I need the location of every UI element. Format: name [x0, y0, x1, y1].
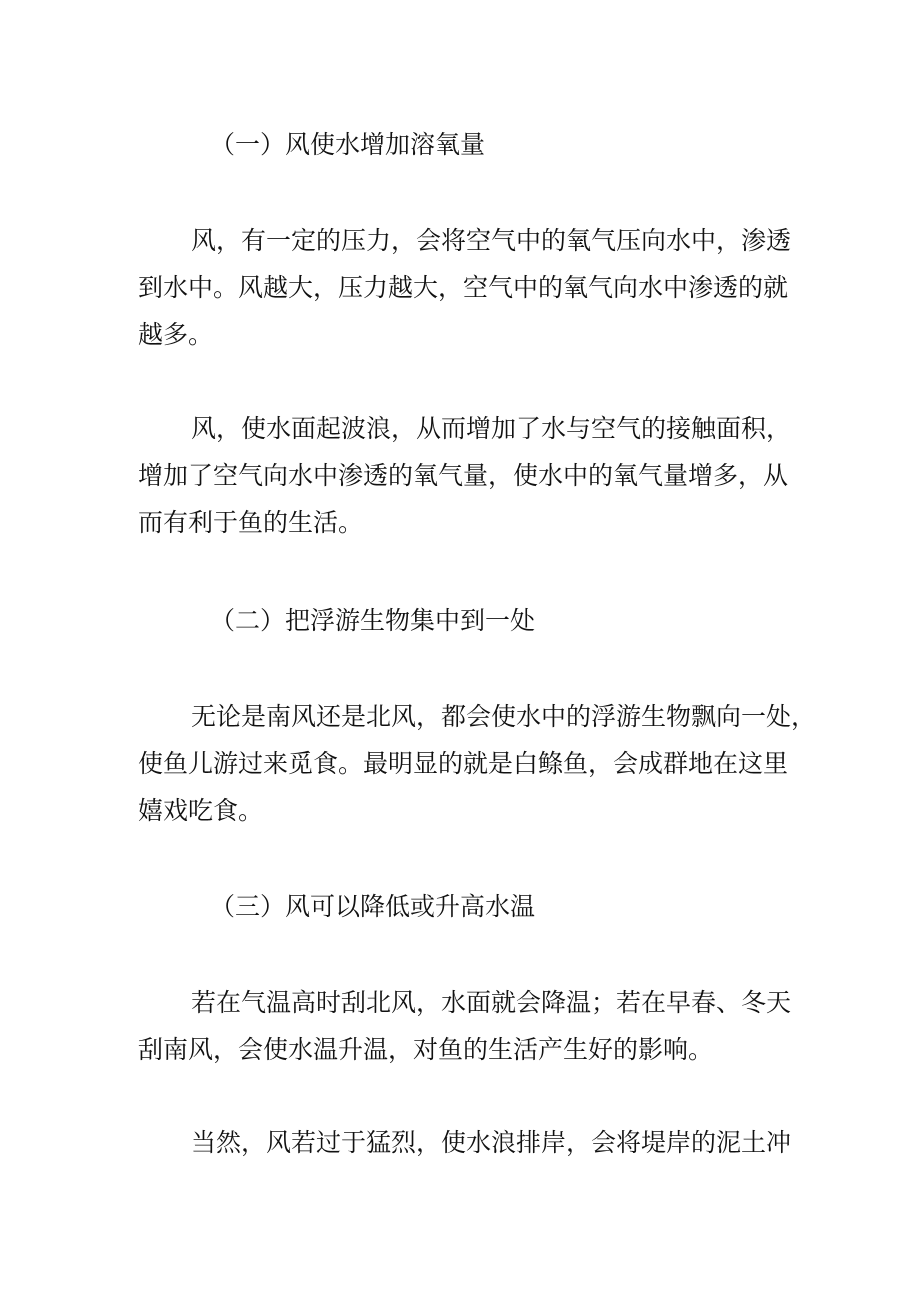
paragraph-line: 若在气温高时刮北风，水面就会降温；若在早春、冬天	[191, 988, 792, 1017]
paragraph-line: 风，有一定的压力，会将空气中的氧气压向水中，渗透	[191, 226, 792, 255]
paragraph-5	[138, 1119, 792, 1166]
paragraph-line: 无论是南风还是北风，都会使水中的浮游生物飘向一处，	[191, 702, 817, 731]
paragraph-4	[138, 979, 792, 1073]
paragraph-2	[138, 405, 792, 546]
paragraph-line: 嬉戏吃食。	[138, 796, 264, 825]
paragraph-line: 增加了空气向水中渗透的氧气量，使水中的氧气量增多，从	[138, 461, 789, 490]
section-heading-3: （三）风可以降低或升高水温	[210, 892, 536, 921]
section-heading-1: （一）风使水增加溶氧量	[210, 130, 486, 159]
section-heading-2: （二）把浮游生物集中到一处	[210, 606, 536, 635]
paragraph-line: 越多。	[138, 320, 214, 349]
paragraph-line: 而有利于鱼的生活。	[138, 508, 364, 537]
paragraph-line: 风，使水面起波浪，从而增加了水与空气的接触面积，	[191, 414, 792, 443]
paragraph-line: 使鱼儿游过来觅食。最明显的就是白鲦鱼，会成群地在这里	[138, 749, 789, 778]
paragraph-line: 刮南风，会使水温升温，对鱼的生活产生好的影响。	[138, 1035, 714, 1064]
paragraph-line: 到水中。风越大，压力越大，空气中的氧气向水中渗透的就	[138, 273, 789, 302]
paragraph-3	[138, 693, 817, 834]
paragraph-line: 当然，风若过于猛烈，使水浪排岸，会将堤岸的泥土冲	[191, 1128, 792, 1157]
paragraph-1	[138, 217, 792, 358]
